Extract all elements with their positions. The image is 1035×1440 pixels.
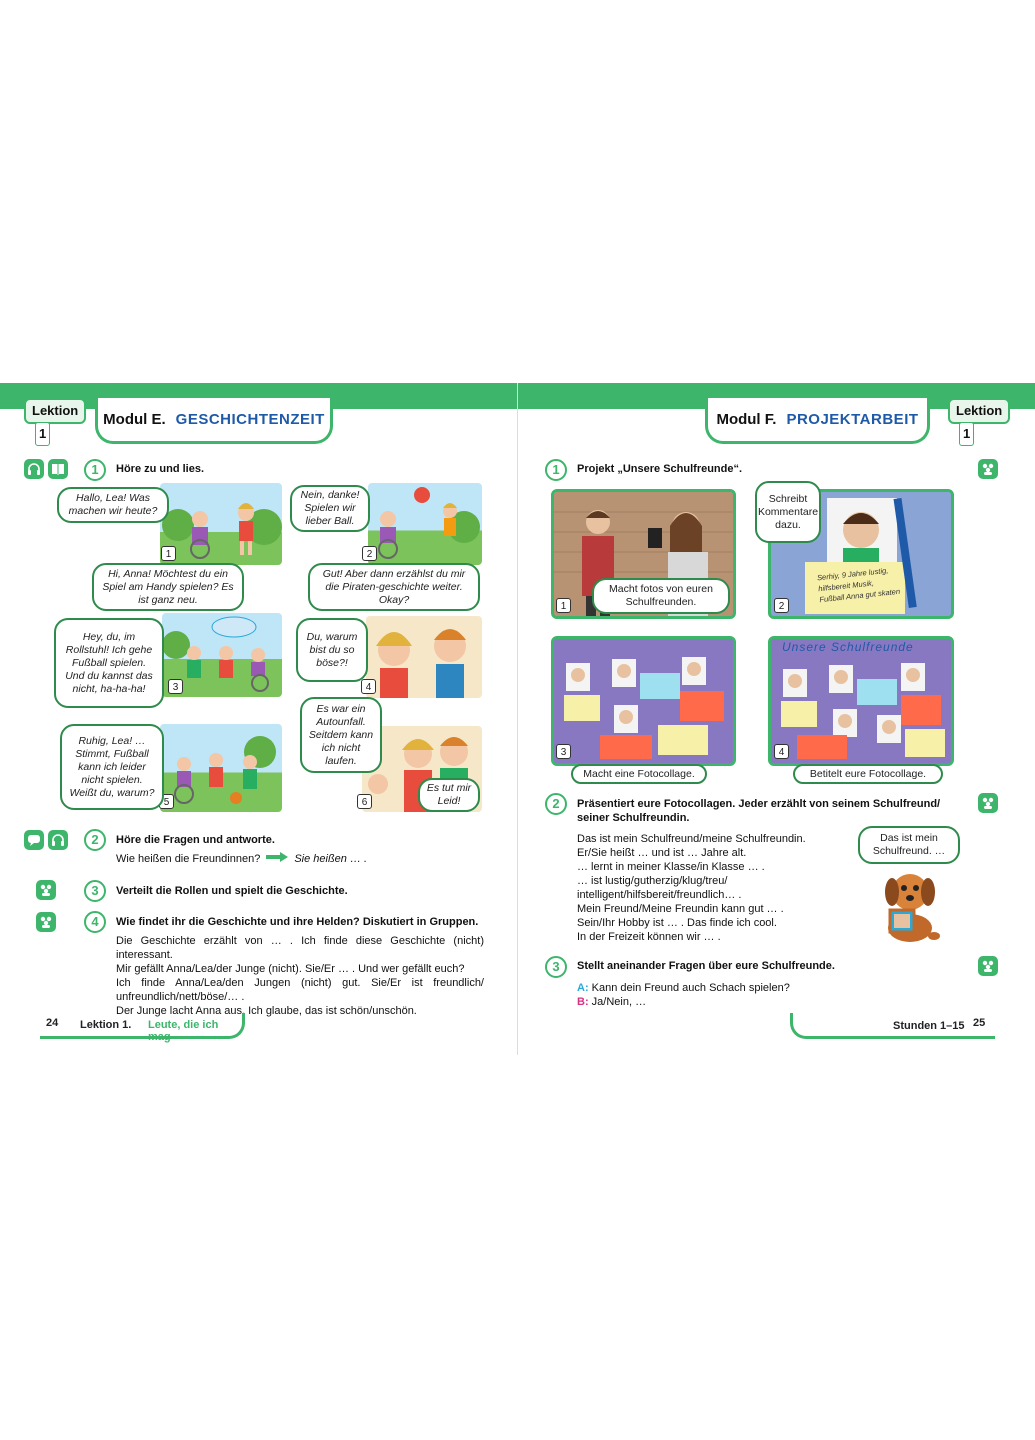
group-icon: [978, 459, 998, 479]
lesson-tab-number: 1: [959, 422, 974, 446]
task-example: [116, 852, 367, 866]
dog-illustration: [876, 866, 942, 946]
footer-right: [790, 1013, 995, 1039]
footer-left: [40, 1013, 245, 1043]
dialog-line-a: [577, 981, 790, 995]
photo-number: 4: [774, 744, 789, 759]
photo-number: 2: [774, 598, 789, 613]
speaker-b-label: B:: [577, 996, 589, 1008]
lesson-tab-left: [24, 398, 86, 441]
speech-bubble: Gut! Aber dann erzählst du mir die Piraten-geschichte weiter. Okay?: [308, 563, 480, 611]
caption-bubble: Schreibt Kommentare dazu.: [755, 481, 821, 543]
headphones-icon: [24, 459, 44, 479]
footer-title: Leute, die ich mag: [148, 1019, 219, 1043]
panel-number: 6: [357, 794, 372, 809]
speech-bubble: Es tut mir Leid!: [418, 778, 480, 812]
group-icon: [978, 793, 998, 813]
task-number-badge: 3: [545, 956, 567, 978]
body-line: Er/Sie heißt … und ist … Jahre alt.: [577, 847, 747, 859]
task-heading: Höre die Fragen und antworte.: [116, 834, 275, 846]
photo-number: 3: [556, 744, 571, 759]
example-question: Wie heißen die Freundinnen?: [116, 853, 261, 865]
task-number-badge: 3: [84, 880, 106, 902]
module-prefix: Modul F.: [716, 411, 777, 428]
panel-number: 2: [362, 546, 377, 561]
task-number-badge: 2: [84, 829, 106, 851]
speech-bubble: Du, warum bist du so böse?!: [296, 618, 368, 682]
body-line: Die Geschichte erzählt von … . Ich finde diese Geschichte (nicht) interessant.: [116, 935, 484, 961]
speaker-a-label: A:: [577, 982, 589, 994]
body-line: Mir gefällt Anna/Lea/der Junge (nicht). Sie/Er … . Und wer gefällt euch?: [116, 963, 465, 975]
speaker-b-text: Ja/Nein, …: [591, 996, 647, 1008]
task-number-badge: 2: [545, 793, 567, 815]
footer-prefix: Lektion 1.: [80, 1019, 132, 1031]
headphones-icon: [48, 830, 68, 850]
page-gutter: [517, 383, 518, 1055]
caption-bubble: Betitelt eure Fotocollage.: [793, 764, 943, 784]
body-line: … ist lustig/gutherzig/klug/treu/: [577, 875, 728, 887]
panel-number: 1: [161, 546, 176, 561]
speech-bubble: Hey, du, im Rollstuhl! Ich gehe Fußball spielen. Und du kannst das nicht, ha-ha-ha!: [54, 618, 164, 708]
body-line: … lernt in meiner Klasse/in Klasse … .: [577, 861, 765, 873]
group-icon: [978, 956, 998, 976]
lesson-tab-number: 1: [35, 422, 50, 446]
speech-icon: [24, 830, 44, 850]
photo-3: [551, 636, 736, 766]
body-line: Mein Freund/Meine Freundin kann gut … .: [577, 903, 784, 915]
body-line: Das ist mein Schulfreund/meine Schulfreundin.: [577, 833, 806, 845]
task-number-badge: 4: [84, 911, 106, 933]
lesson-tab-right: [948, 398, 1010, 441]
panel-number: 4: [361, 679, 376, 694]
task-heading: Wie findet ihr die Geschichte und ihre Helden? Diskutiert in Gruppen.: [116, 916, 479, 928]
speech-bubble: Nein, danke! Spielen wir lieber Ball.: [290, 485, 370, 532]
page-number: 25: [973, 1017, 986, 1029]
task-body: [116, 934, 484, 1018]
body-line: Ich finde Anna/Lea/den Jungen (nicht) gut. Sie/Er ist freundlich/ unfreundlich/nett/böse/… .: [116, 977, 484, 1003]
body-line: intelligent/hilfsbereit/freundlich… .: [577, 889, 742, 901]
speaker-a-text: Kann dein Freund auch Schach spielen?: [591, 982, 790, 994]
photo-number: 1: [556, 598, 571, 613]
module-title: PROJEKTARBEIT: [786, 411, 919, 428]
speech-bubble: Hallo, Lea! Was machen wir heute?: [57, 487, 169, 523]
caption-bubble: Macht eine Fotocollage.: [571, 764, 707, 784]
task-heading: Verteilt die Rollen und spielt die Geschichte.: [116, 885, 348, 897]
speech-bubble: Ruhig, Lea! … Stimmt, Fußball kann ich leider nicht spielen. Weißt du, warum?: [60, 724, 164, 810]
comic-panel-1: [160, 483, 282, 565]
footer-text: Stunden 1–15: [893, 1020, 965, 1032]
task-heading: Höre zu und lies.: [116, 463, 205, 475]
speech-bubble: Es war ein Autounfall. Seitdem kann ich nicht laufen.: [300, 697, 382, 773]
module-title-left: [95, 398, 333, 444]
module-prefix: Modul E.: [103, 411, 166, 428]
task-heading: Projekt „Unsere Schulfreunde“.: [577, 463, 743, 475]
dialog-line-b: [577, 995, 646, 1009]
page-number: 24: [46, 1017, 59, 1029]
body-line: Der Junge lacht Anna aus. Ich glaube, das ist schön/unschön.: [116, 1005, 417, 1017]
arrow-icon: [266, 852, 288, 866]
task-number-badge: 1: [84, 459, 106, 481]
panel-number: 5: [159, 794, 174, 809]
task-heading: Präsentiert eure Fotocollagen. Jeder erzählt von seinem Schulfreund/ seiner Schulfreundin.: [577, 798, 941, 824]
speech-bubble: Hi, Anna! Möchtest du ein Spiel am Handy spielen? Es ist ganz neu.: [92, 563, 244, 611]
lesson-tab-label: Lektion: [32, 403, 79, 418]
comic-panel-4: [366, 616, 482, 698]
task-number-badge: 1: [545, 459, 567, 481]
caption-bubble: Macht fotos von euren Schulfreunden.: [592, 578, 730, 614]
note-handwriting: Serhiy, 9 Jahre lustig, hilfsbereit Musik, Fußball Anna gut skaten: [816, 565, 901, 605]
example-answer: Sie heißen … .: [294, 853, 368, 865]
module-title-right: [705, 398, 930, 444]
task-heading: Stellt aneinander Fragen über eure Schulfreunde.: [577, 960, 835, 972]
group-icon: [36, 912, 56, 932]
body-line: In der Freizeit können wir … .: [577, 931, 721, 943]
group-icon: [36, 880, 56, 900]
lesson-tab-label: Lektion: [956, 403, 1003, 418]
panel-number: 3: [168, 679, 183, 694]
comic-panel-5: [160, 724, 282, 812]
speech-bubble: Das ist mein Schulfreund. …: [858, 826, 960, 864]
photo-4: [768, 636, 954, 766]
comic-panel-2: [368, 483, 482, 565]
book-icon: [48, 459, 68, 479]
module-title: GESCHICHTENZEIT: [175, 411, 325, 428]
task-body: [577, 832, 837, 944]
collage-title: Unsere Schulfreunde: [782, 640, 914, 654]
body-line: Sein/Ihr Hobby ist … . Das finde ich cool.: [577, 917, 777, 929]
